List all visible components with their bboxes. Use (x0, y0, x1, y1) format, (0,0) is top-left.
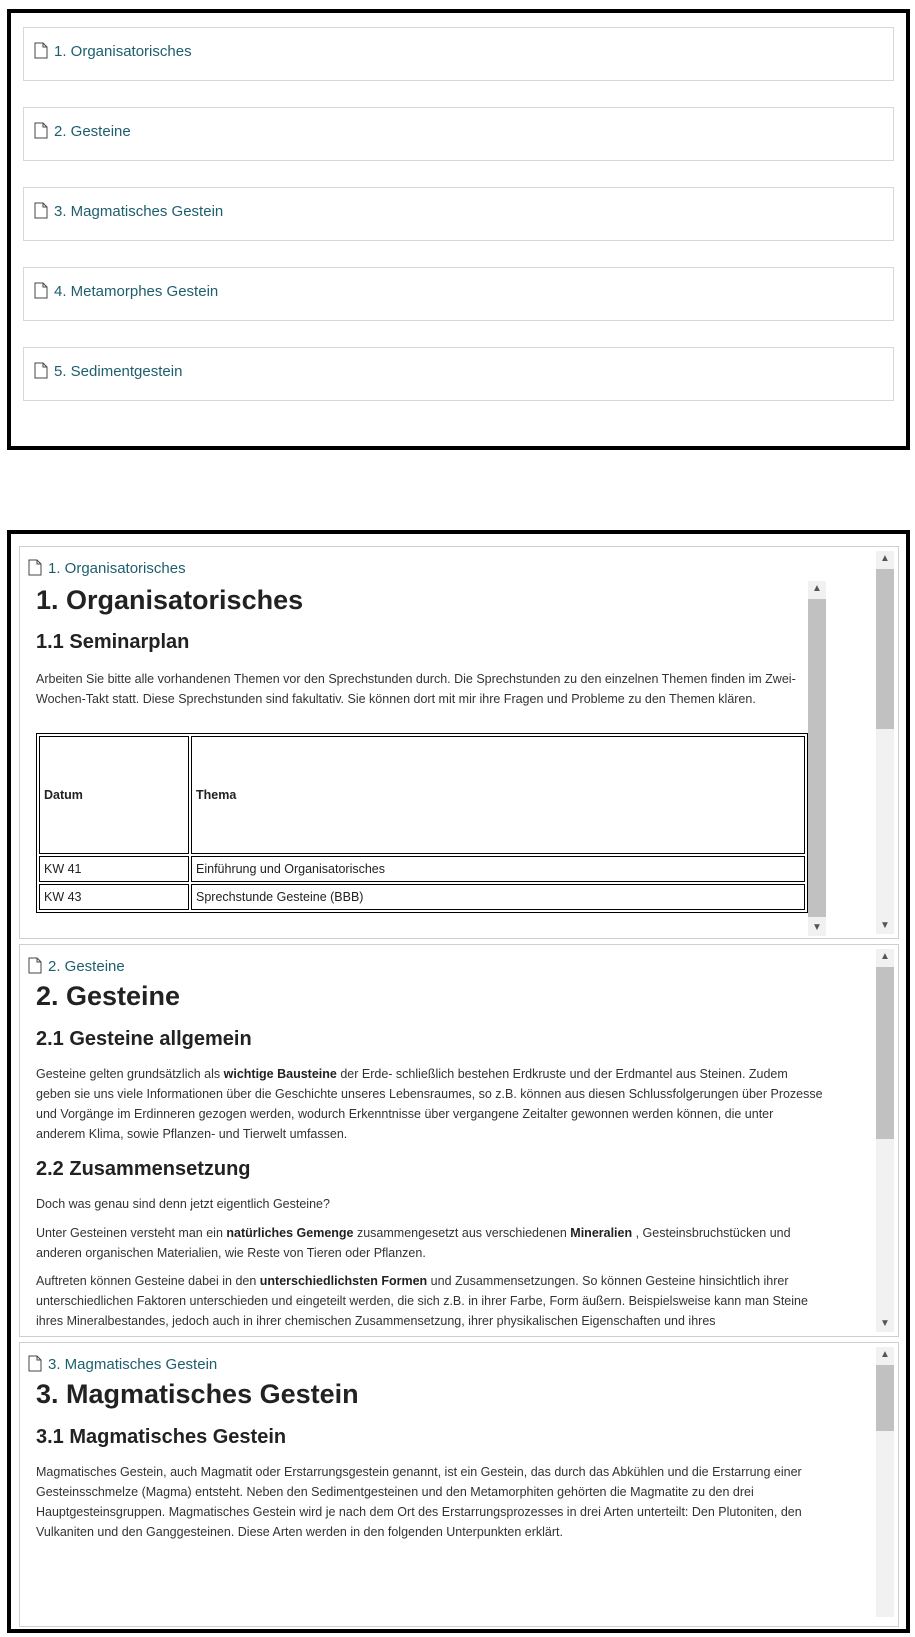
table-cell: KW 41 (39, 856, 189, 882)
topic-link-label: 4. Metamorphes Gestein (54, 282, 219, 300)
inner-scrollbar[interactable] (808, 581, 826, 936)
scroll-down-arrow-icon[interactable]: ▼ (880, 1318, 890, 1329)
document-icon (28, 559, 44, 577)
seminar-schedule-table (36, 733, 808, 913)
table-header-row (39, 736, 805, 854)
table-header-cell: Datum (39, 736, 189, 854)
topic-link-label: 1. Organisatorisches (54, 42, 192, 60)
topic-link-3[interactable] (34, 202, 223, 220)
scroll-up-arrow-icon[interactable]: ▲ (880, 553, 890, 564)
table-cell: KW 43 (39, 884, 189, 910)
panel-link-label: 2. Gesteine (48, 957, 125, 975)
panel-link-label: 3. Magmatisches Gestein (48, 1355, 218, 1373)
document-icon (28, 957, 44, 975)
table-header-cell: Thema (191, 736, 805, 854)
topic-list-item-4[interactable] (23, 267, 894, 321)
topic-link-1[interactable] (34, 42, 192, 60)
topic-link-label: 2. Gesteine (54, 122, 131, 140)
topic-list-item-1[interactable] (23, 27, 894, 81)
panel-gesteine (19, 944, 899, 1337)
subsection-heading: 2.1 Gesteine allgemein (36, 1028, 252, 1050)
panel-organisatorisches (19, 546, 899, 939)
paragraph: Magmatisches Gestein, auch Magmatit oder Erstarrungsgestein genannt, ist ein Gestein, das durch das Abkühlen und die Erstarrung einer Gesteinsschmelze (Magma) entsteht. Neben den Sedimentgesteinen und den Metamorphiten gehörten die Magmatite zu den drei Hauptgesteinsgruppen. Magmatisches Gestein wird je nach dem Ort des Erstarrungsprozesses in drei Arten unterteilt: Den Plutoniten, den Vulkaniten und den Ganggesteinen. Diese Arten werden in den folgenden Unterpunkten erklärt. (36, 1465, 802, 1539)
topic-link-5[interactable] (34, 362, 182, 380)
topic-list-item-3[interactable] (23, 187, 894, 241)
table-cell: Sprechstunde Gesteine (BBB) (191, 884, 805, 910)
subsection-heading: 2.2 Zusammensetzung (36, 1158, 251, 1180)
document-icon (34, 282, 50, 300)
scrollbar-thumb[interactable] (876, 967, 894, 1139)
table-cell: Einführung und Organisatorisches (191, 856, 805, 882)
topic-link-label: 3. Magmatisches Gestein (54, 202, 224, 220)
panel-scrollbar[interactable] (876, 1347, 894, 1617)
panel-link-label: 1. Organisatorisches (48, 559, 186, 577)
topic-list-item-5[interactable] (23, 347, 894, 401)
expanded-content-frame (7, 530, 910, 1633)
document-icon (28, 1355, 44, 1373)
scroll-down-arrow-icon[interactable]: ▼ (880, 920, 890, 931)
panel-link-gesteine[interactable] (28, 957, 125, 975)
table-row (39, 856, 805, 882)
scrollbar-thumb[interactable] (876, 1365, 894, 1431)
subsection-heading: 3.1 Magmatisches Gestein (36, 1426, 287, 1448)
panel-scrollbar[interactable] (876, 551, 894, 934)
paragraph: Arbeiten Sie bitte alle vorhandenen Themen vor den Sprechstunden durch. Die Sprechstunden zu den einzelnen Themen finden im Zwei-Wochen-Takt statt. Diese Sprechstunden sind fakultativ. Sie können dort mit mir ihre Fragen und Probleme zu den Themen klären. (36, 672, 796, 706)
topic-link-4[interactable] (34, 282, 218, 300)
topic-list-item-2[interactable] (23, 107, 894, 161)
paragraph: Doch was genau sind denn jetzt eigentlich Gesteine? (36, 1197, 330, 1211)
panel-link-magmatisches-gestein[interactable] (28, 1355, 217, 1373)
scroll-up-arrow-icon[interactable]: ▲ (880, 1349, 890, 1360)
topic-link-2[interactable] (34, 122, 131, 140)
document-icon (34, 202, 50, 220)
section-heading: 3. Magmatisches Gestein (36, 1379, 359, 1409)
section-heading: 2. Gesteine (36, 981, 181, 1011)
scroll-up-arrow-icon[interactable]: ▲ (812, 583, 822, 594)
document-icon (34, 42, 50, 60)
document-icon (34, 122, 50, 140)
scrollbar-thumb[interactable] (876, 569, 894, 729)
paragraph: Auftreten können Gesteine dabei in den unterschiedlichsten Formen und Zusammensetzungen. So können Gesteine hinsichtlich ihrer unterschiedlichen Faktoren unterschieden und eingeteilt werden, die sich z.B. in ihrer Farbe, Form äußern. Beispielsweise kann man Steine ihres Mineralbestandes, jedoch auch in ihrer chemischen Zusammensetzung, ihrer physikalischen Eigenschaften und ihres (36, 1274, 808, 1328)
panel-scrollbar[interactable] (876, 949, 894, 1332)
scroll-down-arrow-icon[interactable]: ▼ (812, 922, 822, 933)
paragraph: Unter Gesteinen versteht man ein natürliches Gemenge zusammengesetzt aus verschiedenen Mineralien , Gesteinsbruchstücken und anderen organischen Materialien, wie Reste von Tieren oder Pflanzen. (36, 1226, 791, 1260)
paragraph: Gesteine gelten grundsätzlich als wichtige Bausteine der Erde- schließlich bestehen Erdkruste und der Erdmantel aus Steinen. Zudem geben sie uns viele Informationen über die Geschichte unseres Lebensraumes, so z.B. können aus diesen Schlussfolgerungen über Prozesse und Vorgänge im Erdinneren gezogen werden, wodurch Erkenntnisse über vergangene Zeitalter gewonnen werden können, die unter anderem Klima, sowie Pflanzen- und Tierwelt umfassen. (36, 1067, 823, 1141)
inner-scroll-area[interactable] (36, 581, 826, 936)
panel-magmatisches-gestein (19, 1342, 899, 1627)
topic-list-frame (7, 9, 910, 450)
scroll-up-arrow-icon[interactable]: ▲ (880, 951, 890, 962)
panel-link-organisatorisches[interactable] (28, 559, 186, 577)
subsection-heading: 1.1 Seminarplan (36, 631, 190, 653)
section-heading: 1. Organisatorisches (36, 585, 304, 615)
topic-link-label: 5. Sedimentgestein (54, 362, 183, 380)
document-icon (34, 362, 50, 380)
scrollbar-thumb[interactable] (808, 599, 826, 917)
table-row (39, 884, 805, 910)
